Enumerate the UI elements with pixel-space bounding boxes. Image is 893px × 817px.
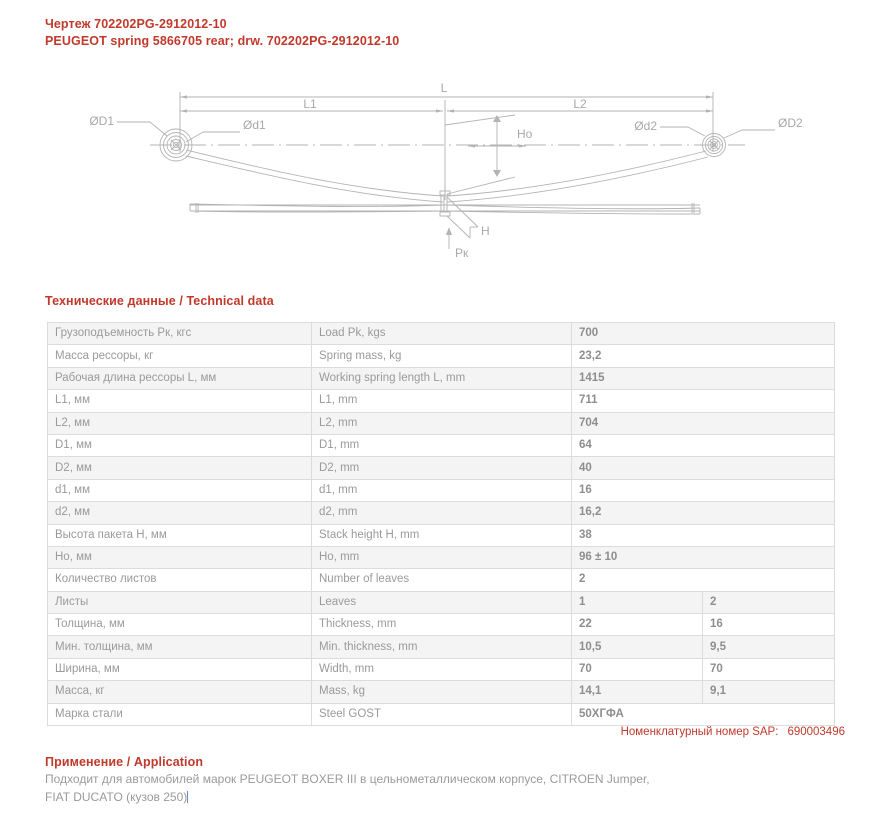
technical-data-table (47, 322, 835, 726)
cell-value-secondary: 9,1 (703, 681, 835, 703)
application-title: Применение / Application (45, 755, 204, 769)
cell-value-primary: 70 (572, 658, 703, 680)
table-row (48, 479, 835, 501)
dimension-label-Pk: Pк (455, 246, 469, 260)
cell-label-ru: Грузоподъемность Pк, кгс (48, 323, 312, 345)
cell-value-primary: 700 (572, 323, 835, 345)
table-row (48, 591, 835, 613)
technical-data-table-wrapper (47, 322, 834, 726)
cell-label-en: Mass, kg (312, 681, 572, 703)
cell-value-primary: 1415 (572, 367, 835, 389)
application-text (45, 771, 845, 806)
table-row (48, 323, 835, 345)
cell-value-primary: 23,2 (572, 345, 835, 367)
table-row (48, 457, 835, 479)
table-row (48, 434, 835, 456)
cell-label-en: Spring mass, kg (312, 345, 572, 367)
cell-value-primary: 711 (572, 390, 835, 412)
cell-value-primary: 16 (572, 479, 835, 501)
cell-label-ru: Рабочая длина рессоры L, мм (48, 367, 312, 389)
dimension-label-D2-outer: ØD2 (778, 116, 803, 130)
sap-number-line (621, 726, 845, 738)
cell-label-ru: Мин. толщина, мм (48, 636, 312, 658)
cell-label-ru: D2, мм (48, 457, 312, 479)
cell-label-en: d2, mm (312, 502, 572, 524)
dimension-label-L: L (440, 81, 448, 95)
cell-value-primary: 40 (572, 457, 835, 479)
cell-value-primary: 16,2 (572, 502, 835, 524)
drawing-number-line: Чертеж 702202PG-2912012-10 (45, 17, 227, 31)
cell-label-en: Leaves (312, 591, 572, 613)
cell-label-en: Ho, mm (312, 546, 572, 568)
text-caret (187, 791, 188, 803)
table-row (48, 681, 835, 703)
application-line-2: FIAT DUCATO (кузов 250) (45, 789, 188, 804)
cell-label-ru: D1, мм (48, 434, 312, 456)
table-row (48, 524, 835, 546)
cell-label-ru: L2, мм (48, 412, 312, 434)
cell-label-ru: Высота пакета H, мм (48, 524, 312, 546)
table-row (48, 412, 835, 434)
cell-label-ru: Масса, кг (48, 681, 312, 703)
cell-label-en: L1, mm (312, 390, 572, 412)
dimension-label-d2-inner: Ød2 (634, 119, 657, 133)
technical-data-title: Технические данные / Technical data (45, 294, 274, 308)
table-row (48, 614, 835, 636)
cell-label-en: Width, mm (312, 658, 572, 680)
cell-value-primary: 1 (572, 591, 703, 613)
cell-value-primary: 50ХГФА (572, 703, 835, 725)
cell-value-primary: 10,5 (572, 636, 703, 658)
cell-label-en: Min. thickness, mm (312, 636, 572, 658)
cell-value-primary: 704 (572, 412, 835, 434)
cell-value-secondary: 70 (703, 658, 835, 680)
table-row (48, 367, 835, 389)
dimension-label-d1-inner: Ød1 (243, 118, 266, 132)
cell-label-ru: Листы (48, 591, 312, 613)
dimension-label-D1-outer: ØD1 (89, 114, 114, 128)
cell-label-ru: L1, мм (48, 390, 312, 412)
cell-value-primary: 2 (572, 569, 835, 591)
cell-label-en: Working spring length L, mm (312, 367, 572, 389)
table-row (48, 658, 835, 680)
table-row (48, 546, 835, 568)
cell-label-ru: d2, мм (48, 502, 312, 524)
cell-label-en: Thickness, mm (312, 614, 572, 636)
application-line-1: Подходит для автомобилей марок PEUGEOT BOXER III в цельнометаллическом корпусе, CITROEN Jumper, (45, 772, 650, 786)
cell-value-primary: 14,1 (572, 681, 703, 703)
cell-label-ru: d1, мм (48, 479, 312, 501)
cell-value-primary: 22 (572, 614, 703, 636)
cell-label-en: d1, mm (312, 479, 572, 501)
cell-label-en: D2, mm (312, 457, 572, 479)
table-row (48, 390, 835, 412)
cell-value-primary: 64 (572, 434, 835, 456)
cell-label-en: Steel GOST (312, 703, 572, 725)
cell-label-en: D1, mm (312, 434, 572, 456)
cell-label-ru: Масса рессоры, кг (48, 345, 312, 367)
cell-label-en: Stack height H, mm (312, 524, 572, 546)
table-row (48, 703, 835, 725)
cell-value-primary: 96 ± 10 (572, 546, 835, 568)
cell-value-secondary: 16 (703, 614, 835, 636)
dimension-label-Ho: Ho (517, 127, 533, 141)
cell-value-secondary: 9,5 (703, 636, 835, 658)
cell-label-ru: Ho, мм (48, 546, 312, 568)
cell-label-ru: Количество листов (48, 569, 312, 591)
cell-label-ru: Ширина, мм (48, 658, 312, 680)
application-line-2-wrapper (45, 789, 845, 807)
cell-label-ru: Толщина, мм (48, 614, 312, 636)
cell-label-en: Load Pk, kgs (312, 323, 572, 345)
table-row (48, 569, 835, 591)
technical-data-table-body (48, 323, 835, 726)
cell-label-en: Number of leaves (312, 569, 572, 591)
cell-value-primary: 38 (572, 524, 835, 546)
sap-number-label: Номенклатурный номер SAP: (620, 726, 779, 738)
document-header (45, 16, 845, 50)
dimension-label-L2: L2 (573, 97, 587, 111)
table-row (48, 345, 835, 367)
dimension-label-H: H (481, 224, 490, 238)
product-description-line: PEUGEOT spring 5866705 rear; drw. 702202PG-2912012-10 (45, 34, 400, 48)
cell-value-secondary: 2 (703, 591, 835, 613)
table-row (48, 502, 835, 524)
cell-label-en: L2, mm (312, 412, 572, 434)
dimension-label-L1: L1 (303, 97, 317, 111)
sap-number-value: 690003496 (787, 726, 845, 738)
cell-label-ru: Марка стали (48, 703, 312, 725)
table-row (48, 636, 835, 658)
leaf-spring-technical-drawing (0, 72, 893, 287)
